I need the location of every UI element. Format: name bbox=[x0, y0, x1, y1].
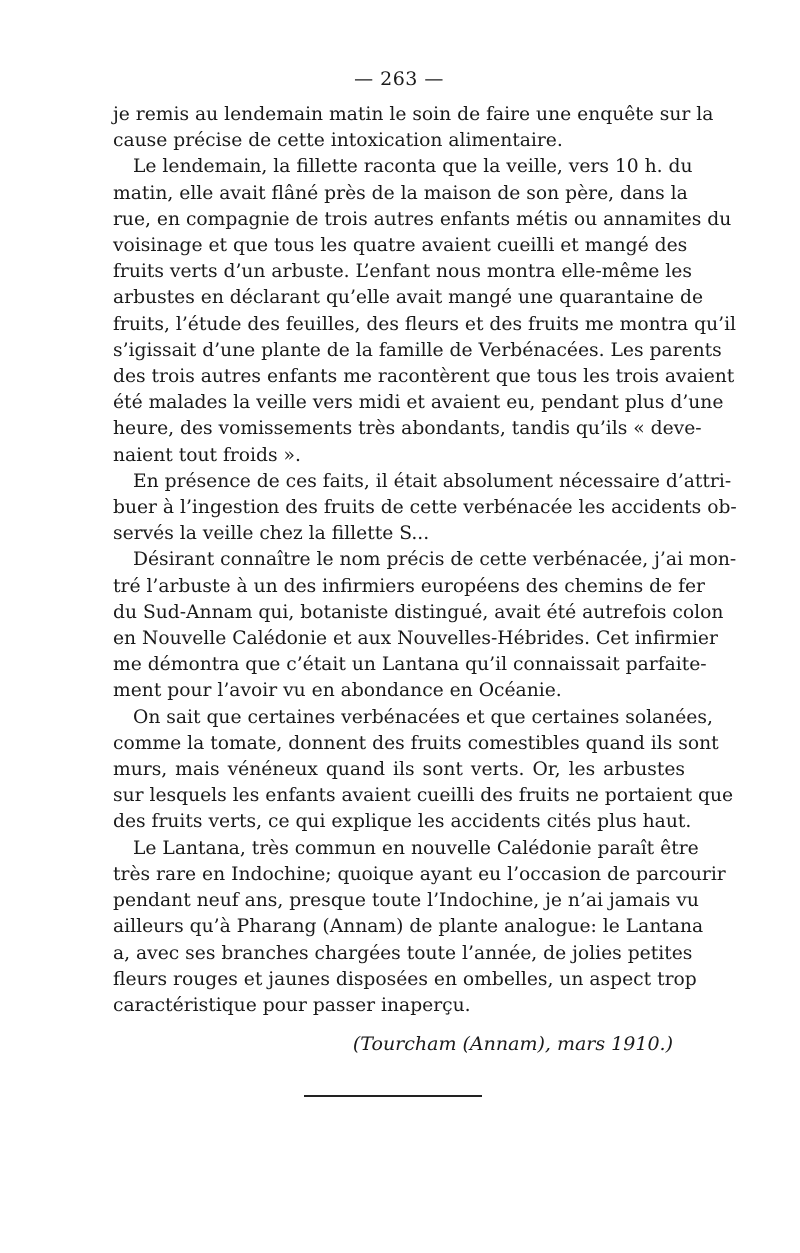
text-line: été malades la veille vers midi et avaient eu, pendant plus d’une bbox=[113, 392, 724, 414]
text-line: a, avec ses branches chargées toute l’année, de jolies petites bbox=[113, 942, 693, 964]
text-line: rue, en compagnie de trois autres enfants métis ou annamites du bbox=[113, 208, 732, 230]
text-line: Le lendemain, la fillette raconta que la veille, vers 10 h. du bbox=[133, 156, 693, 178]
text-line: cause précise de cette intoxication alimentaire. bbox=[113, 130, 563, 152]
text-line: fruits verts d’un arbuste. L’enfant nous montra elle-même les bbox=[113, 261, 692, 283]
paragraph bbox=[113, 102, 714, 154]
end-rule bbox=[304, 1095, 482, 1097]
signature-line: (Tourcham (Annam), mars 1910.) bbox=[352, 1033, 673, 1056]
text-line: fleurs rouges et jaunes disposées en ombelles, un aspect trop bbox=[113, 968, 697, 990]
body-text bbox=[113, 102, 737, 1019]
text-line: du Sud-Annam qui, botaniste distingué, avait été autrefois colon bbox=[113, 601, 724, 623]
text-line: On sait que certaines verbénacées et que certaines solanées, bbox=[133, 706, 713, 728]
text-line: je remis au lendemain matin le soin de faire une enquête sur la bbox=[113, 104, 714, 125]
text-line: ailleurs qu’à Pharang (Annam) de plante analogue: le Lantana bbox=[113, 916, 704, 938]
paragraph bbox=[113, 154, 737, 468]
text-line: En présence de ces faits, il était absolument nécessaire d’attri- bbox=[133, 470, 732, 492]
text-line: voisinage et que tous les quatre avaient cueilli et mangé des bbox=[113, 235, 688, 257]
text-line: me démontra que c’était un Lantana qu’il connaissait parfaite- bbox=[113, 654, 707, 676]
text-line: murs, mais vénéneux quand ils sont verts. Or, les arbustes bbox=[113, 759, 685, 781]
text-line: en Nouvelle Calédonie et aux Nouvelles-Hébrides. Cet infirmier bbox=[113, 628, 718, 650]
text-line: buer à l’ingestion des fruits de cette verbénacée les accidents ob- bbox=[113, 497, 737, 519]
text-line: servés la veille chez la fillette S... bbox=[113, 523, 430, 545]
text-line: matin, elle avait flâné près de la maison de son père, dans la bbox=[113, 182, 688, 204]
text-line: des trois autres enfants me racontèrent que tous les trois avaient bbox=[113, 366, 735, 388]
text-line: s’igissait d’une plante de la famille de Verbénacées. Les parents bbox=[113, 339, 722, 361]
text-line: arbustes en déclarant qu’elle avait mangé une quarantaine de bbox=[113, 287, 704, 309]
text-line: comme la tomate, donnent des fruits comestibles quand ils sont bbox=[113, 732, 719, 754]
text-line: sur lesquels les enfants avaient cueilli des fruits ne portaient que bbox=[113, 785, 734, 807]
text-line: Désirant connaître le nom précis de cette verbénacée, j’ai mon- bbox=[133, 549, 737, 571]
paragraph bbox=[113, 547, 737, 704]
page-number: — 263 — bbox=[354, 68, 444, 90]
paragraph bbox=[113, 469, 737, 548]
text-line: des fruits verts, ce qui explique les accidents cités plus haut. bbox=[113, 811, 692, 833]
paragraph bbox=[113, 836, 726, 1019]
text-line: caractéristique pour passer inaperçu. bbox=[113, 994, 471, 1016]
text-line: fruits, l’étude des feuilles, des fleurs et des fruits me montra qu’il bbox=[113, 313, 737, 335]
text-line: tré l’arbuste à un des infirmiers européens des chemins de fer bbox=[113, 575, 705, 597]
text-line: Le Lantana, très commun en nouvelle Calédonie paraît être bbox=[133, 837, 699, 859]
text-line: ment pour l’avoir vu en abondance en Océanie. bbox=[113, 680, 562, 702]
text-line: naient tout froids ». bbox=[113, 444, 301, 466]
paragraph bbox=[113, 705, 734, 836]
document-page bbox=[113, 68, 737, 1097]
text-line: pendant neuf ans, presque toute l’Indochine, je n’ai jamais vu bbox=[113, 890, 699, 912]
text-line: heure, des vomissements très abondants, tandis qu’ils « deve- bbox=[113, 418, 702, 440]
text-line: très rare en Indochine; quoique ayant eu l’occasion de parcourir bbox=[113, 863, 726, 885]
